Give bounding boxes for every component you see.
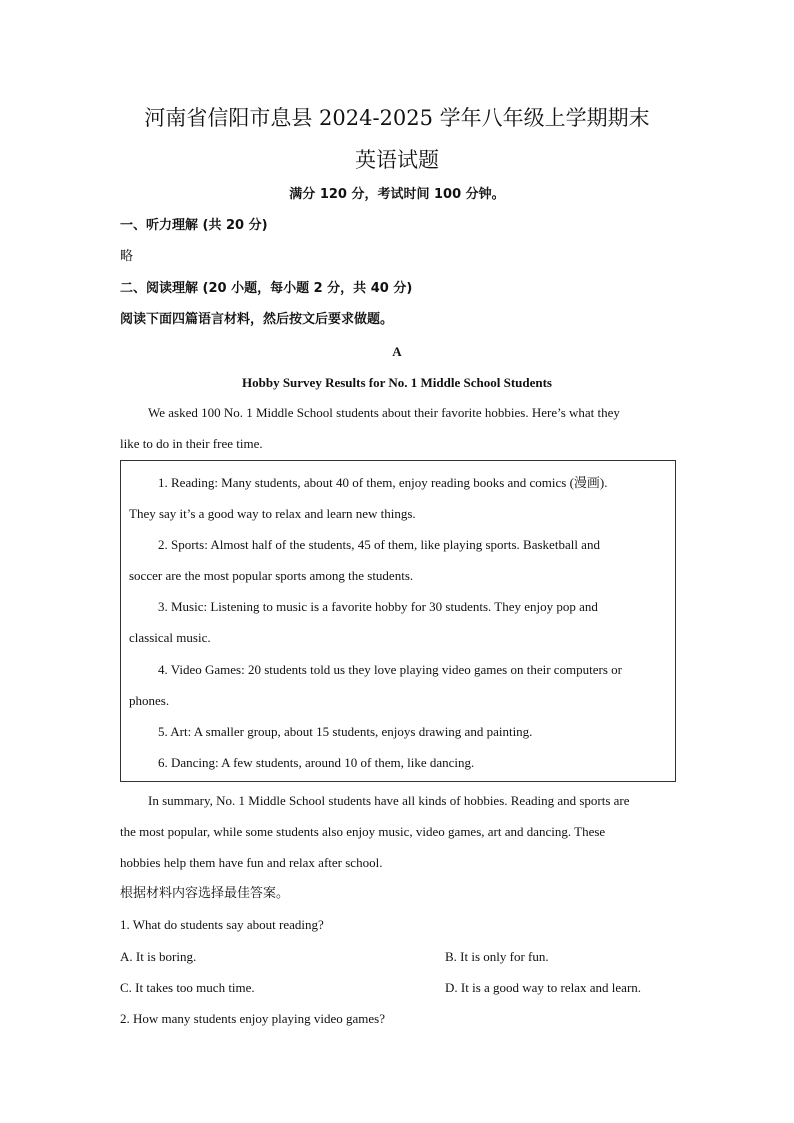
option-a: A. It is boring. [120, 949, 197, 964]
section2-instruction: 阅读下面四篇语言材料，然后按文后要求做题。 [120, 312, 394, 327]
question-stem: 1. What do students say about reading? [120, 917, 324, 932]
box-line: 2. Sports: Almost half of the students, 45 of them, like playing sports. Basketball and [158, 537, 600, 552]
box-line: 5. Art: A smaller group, about 15 students, enjoys drawing and painting. [158, 724, 533, 739]
passage-label: A [392, 344, 402, 359]
box-line: phones. [129, 693, 170, 708]
questions-instruction: 根据材料内容选择最佳答案。 [120, 886, 290, 901]
summary-line: hobbies help them have fun and relax after school. [120, 855, 383, 870]
box-line: 4. Video Games: 20 students told us they love playing video games on their computers or [158, 662, 623, 677]
option-d: D. It is a good way to relax and learn. [445, 980, 642, 995]
box-line: They say it’s a good way to relax and learn new things. [129, 506, 416, 521]
question-stem: 2. How many students enjoy playing video games? [120, 1011, 386, 1026]
summary-line: In summary, No. 1 Middle School students have all kinds of hobbies. Reading and sports are [148, 793, 630, 808]
section1-heading: 一、听力理解 (共 20 分) [120, 218, 268, 233]
box-line: classical music. [129, 630, 211, 645]
summary-line: the most popular, while some students also enjoy music, video games, art and dancing. These [120, 824, 606, 839]
intro-line: like to do in their free time. [120, 436, 263, 451]
box-line: 6. Dancing: A few students, around 10 of them, like dancing. [158, 755, 475, 770]
exam-subtitle: 英语试题 [355, 148, 439, 172]
passage-title: Hobby Survey Results for No. 1 Middle School Students [242, 375, 552, 390]
box-line: soccer are the most popular sports among the students. [129, 568, 414, 583]
option-c: C. It takes too much time. [120, 980, 255, 995]
exam-title: 河南省信阳市息县 2024-2025 学年八年级上学期期末 [144, 106, 650, 130]
section2-heading: 二、阅读理解 (20 小题，每小题 2 分，共 40 分) [120, 281, 413, 296]
score-info: 满分 120 分，考试时间 100 分钟。 [289, 187, 505, 202]
box-line: 3. Music: Listening to music is a favorite hobby for 30 students. They enjoy pop and [158, 599, 598, 614]
option-b: B. It is only for fun. [445, 949, 549, 964]
box-line: 1. Reading: Many students, about 40 of them, enjoy reading books and comics (漫画). [158, 475, 608, 490]
section1-content: 略 [120, 249, 134, 264]
intro-line: We asked 100 No. 1 Middle School students about their favorite hobbies. Here’s what they [148, 405, 620, 420]
